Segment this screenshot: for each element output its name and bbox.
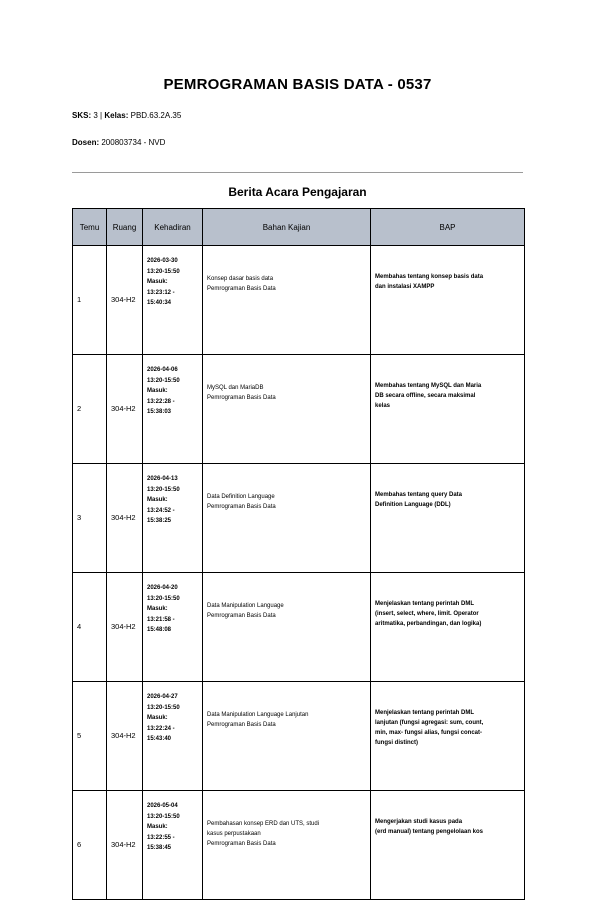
dosen-value: 200803734 - NVD (101, 138, 166, 147)
column-header-bahan-kajian: Bahan Kajian (203, 209, 371, 246)
kehadiran-line: 13:20-15:50 (147, 377, 180, 384)
kehadiran-line: 2026-04-13 (147, 476, 178, 482)
kehadiran-line: 13:21:58 - (147, 616, 175, 623)
kehadiran-line: 2026-05-04 (147, 803, 178, 809)
kehadiran-line: 2026-04-20 (147, 585, 178, 591)
bahan-kajian-line: Pemrograman Basis Data (207, 841, 276, 847)
column-header-bap: BAP (371, 209, 525, 246)
bap-line: lanjutan (fungsi agregasi: sum, count, (375, 720, 484, 726)
kehadiran-line: 15:48:08 (147, 627, 172, 633)
kehadiran-line: 13:20-15:50 (147, 813, 180, 820)
bap-line: DB secara offline, secara maksimal (375, 393, 476, 399)
bahan-kajian-line: MySQL dan MariaDB (207, 385, 264, 391)
bap-line: Membahas tentang MySQL dan Maria (375, 383, 482, 389)
kehadiran-line: 2026-04-27 (147, 694, 178, 700)
bap-line: aritmatika, perbandingan, dan logika) (375, 621, 482, 627)
bap-line: (erd manual) tentang pengelolaan kos (375, 829, 484, 835)
cell-bap (371, 791, 525, 900)
kehadiran-line: 13:22:28 - (147, 398, 175, 405)
kehadiran-line: 13:22:24 - (147, 725, 175, 732)
cell-ruang: 304-H2 (107, 682, 143, 791)
bap-line: Definition Language (DDL) (375, 502, 451, 508)
cell-bahan-kajian (203, 464, 371, 573)
bahan-kajian-line: Data Manipulation Language Lanjutan (207, 712, 309, 718)
table-row (73, 355, 525, 464)
sks-label: SKS: (72, 111, 92, 120)
kehadiran-line: 13:20-15:50 (147, 595, 180, 602)
kehadiran-line: 15:38:45 (147, 845, 172, 851)
dosen-label: Dosen: (72, 138, 100, 147)
cell-ruang: 304-H2 (107, 355, 143, 464)
cell-temu: 2 (73, 355, 107, 464)
page-title: PEMROGRAMAN BASIS DATA - 0537 (163, 76, 432, 93)
table-row (73, 573, 525, 682)
bap-line: kelas (375, 403, 391, 409)
kehadiran-line: 2026-03-30 (147, 258, 178, 264)
cell-ruang: 304-H2 (107, 464, 143, 573)
kelas-label: Kelas: (104, 111, 129, 120)
kehadiran-line: Masuk: (147, 388, 168, 394)
bap-line: Menjelaskan tentang perintah DML (375, 710, 475, 716)
course-info (72, 111, 181, 120)
kehadiran-line: 13:23:12 - (147, 289, 175, 296)
bahan-kajian-line: kasus perpustakaan (207, 831, 261, 837)
cell-bahan-kajian (203, 573, 371, 682)
bahan-kajian-line: Pemrograman Basis Data (207, 504, 276, 510)
bahan-kajian-line: Pemrograman Basis Data (207, 395, 276, 401)
kehadiran-line: 2026-04-06 (147, 367, 178, 373)
table-row (73, 791, 525, 900)
cell-bap (371, 246, 525, 355)
bap-line: Membahas tentang query Data (375, 492, 463, 498)
cell-bahan-kajian (203, 246, 371, 355)
kehadiran-line: 13:20-15:50 (147, 486, 180, 493)
bap-table (72, 208, 525, 900)
sks-value: 3 (93, 111, 98, 120)
cell-bahan-kajian (203, 791, 371, 900)
kehadiran-line: Masuk: (147, 497, 168, 503)
cell-bap (371, 573, 525, 682)
cell-bap (371, 682, 525, 791)
cell-ruang: 304-H2 (107, 791, 143, 900)
bap-line: min, max- fungsi alias, fungsi concat- (375, 730, 483, 736)
kehadiran-line: Masuk: (147, 715, 168, 721)
cell-kehadiran (143, 791, 203, 900)
kehadiran-line: Masuk: (147, 279, 168, 285)
bap-line: Menjelaskan tentang perintah DML (375, 601, 475, 607)
kehadiran-line: 13:20-15:50 (147, 268, 180, 275)
kehadiran-line: Masuk: (147, 824, 168, 830)
bahan-kajian-line: Pembahasan konsep ERD dan UTS, studi (207, 821, 320, 827)
kehadiran-line: 15:38:25 (147, 518, 172, 524)
cell-temu: 6 (73, 791, 107, 900)
table-row (73, 464, 525, 573)
kehadiran-line: 13:24:52 - (147, 507, 175, 514)
divider (72, 172, 523, 173)
cell-bap (371, 464, 525, 573)
bap-line: Mengerjakan studi kasus pada (375, 819, 463, 825)
bahan-kajian-line: Pemrograman Basis Data (207, 286, 276, 292)
cell-kehadiran (143, 682, 203, 791)
cell-bahan-kajian (203, 682, 371, 791)
cell-kehadiran (143, 573, 203, 682)
kehadiran-line: 13:20-15:50 (147, 704, 180, 711)
bahan-kajian-line: Konsep dasar basis data (207, 276, 274, 282)
bahan-kajian-line: Data Manipulation Language (207, 603, 284, 609)
kelas-value: PBD.63.2A.35 (130, 111, 182, 120)
table-row (73, 682, 525, 791)
cell-ruang: 304-H2 (107, 246, 143, 355)
section-title: Berita Acara Pengajaran (228, 185, 367, 199)
kehadiran-line: 13:22:55 - (147, 834, 175, 841)
column-header-kehadiran: Kehadiran (143, 209, 203, 246)
table-row (73, 246, 525, 355)
kehadiran-line: 15:40:34 (147, 300, 172, 306)
cell-ruang: 304-H2 (107, 573, 143, 682)
bap-line: Membahas tentang konsep basis data (375, 274, 484, 280)
lecturer-info (72, 138, 165, 147)
info-separator: | (100, 111, 103, 120)
cell-kehadiran (143, 355, 203, 464)
cell-temu: 3 (73, 464, 107, 573)
column-header-ruang: Ruang (107, 209, 143, 246)
cell-temu: 1 (73, 246, 107, 355)
table-header-row (73, 209, 525, 246)
kehadiran-line: 15:43:40 (147, 736, 172, 742)
column-header-temu: Temu (73, 209, 107, 246)
bap-line: fungsi distinct) (375, 740, 418, 746)
cell-kehadiran (143, 246, 203, 355)
kehadiran-line: Masuk: (147, 606, 168, 612)
cell-kehadiran (143, 464, 203, 573)
bahan-kajian-line: Data Definition Language (207, 494, 275, 500)
cell-temu: 5 (73, 682, 107, 791)
bahan-kajian-line: Pemrograman Basis Data (207, 613, 276, 619)
bap-line: (insert, select, where, limit. Operator (375, 611, 479, 617)
cell-temu: 4 (73, 573, 107, 682)
cell-bap (371, 355, 525, 464)
cell-bahan-kajian (203, 355, 371, 464)
bahan-kajian-line: Pemrograman Basis Data (207, 722, 276, 728)
kehadiran-line: 15:38:03 (147, 409, 172, 415)
bap-line: dan instalasi XAMPP (375, 284, 435, 290)
